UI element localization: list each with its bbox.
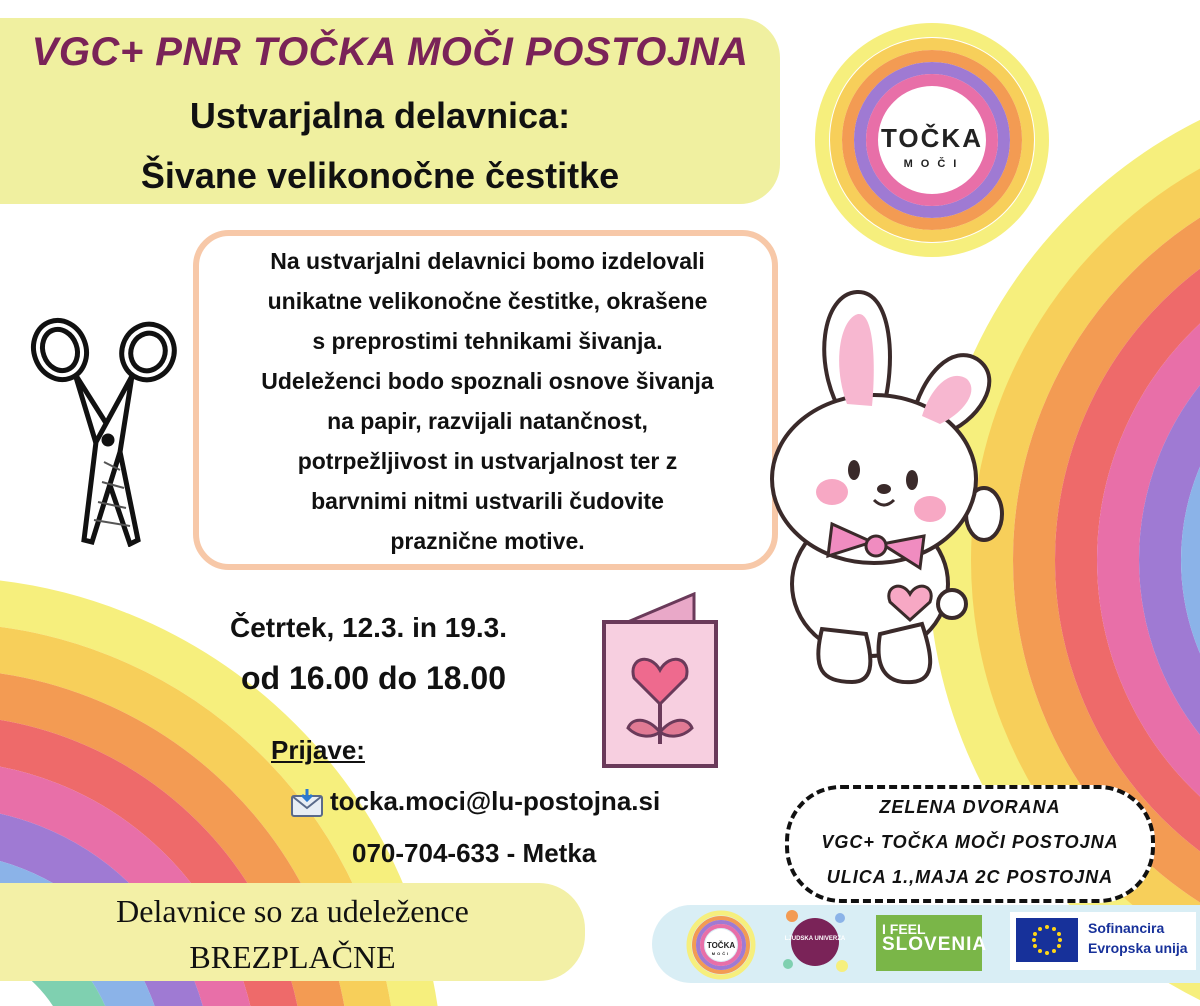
free-notice-line2: BREZPLAČNE	[189, 939, 396, 975]
logo-word2: MOČI	[903, 158, 965, 170]
partner-tocka-word2: MOČI	[711, 951, 731, 956]
registration-phone: 070-704-633 - Metka	[352, 838, 597, 868]
workshop-name: Šivane velikonočne čestitke	[140, 155, 620, 196]
description-line: Udeleženci bodo spoznali osnove šivanja	[261, 368, 714, 394]
free-notice-line1: Delavnice so za udeležence	[116, 893, 469, 929]
event-organizer-title: VGC+ PNR TOČKA MOČI POSTOJNA	[31, 30, 749, 74]
event-dates: Četrtek, 12.3. in 19.3.	[230, 612, 508, 643]
venue-center: VGC+ TOČKA MOČI POSTOJNA	[821, 832, 1119, 852]
registration-email[interactable]: tocka.moci@lu-postojna.si	[330, 786, 661, 816]
venue-room: ZELENA DVORANA	[879, 797, 1061, 817]
partner-ifeelslovenia-logo	[876, 915, 988, 971]
registration-label: Prijave:	[271, 735, 365, 765]
description-line: unikatne velikonočne čestitke, okrašene	[267, 288, 708, 314]
description-line: potrpežljivost in ustvarjalnost ter z	[297, 448, 678, 474]
logo-word1: TOČKA	[881, 123, 983, 153]
eu-flag-icon	[1016, 918, 1078, 962]
ifeel-line1: I FEEL	[882, 921, 926, 937]
description-line: praznične motive.	[390, 528, 585, 554]
description-line: Na ustvarjalni delavnici bomo izdelovali	[270, 248, 705, 274]
partner-ljudska-text: LJUDSKA UNIVERZA	[784, 936, 846, 942]
scissors-icon	[20, 312, 180, 547]
greeting-card-icon	[598, 592, 722, 772]
ifeel-line2: SLOVENIA	[882, 934, 988, 955]
description-text	[210, 241, 765, 561]
tocka-moci-logo	[808, 20, 1056, 260]
description-line: na papir, razvijali natančnost,	[327, 408, 648, 434]
bunny-illustration	[762, 284, 1012, 704]
partner-tocka-word1: TOČKA	[706, 941, 736, 950]
mail-icon	[290, 788, 324, 818]
description-line: barvnimi nitmi ustvarili čudovite	[311, 488, 664, 514]
eu-text-line1: Sofinancira	[1088, 920, 1165, 936]
event-time: od 16.00 do 18.00	[241, 660, 507, 696]
partner-ljudska-univerza-logo	[780, 906, 850, 978]
partner-tocka-logo	[686, 910, 756, 980]
venue-address: ULICA 1.,MAJA 2C POSTOJNA	[826, 867, 1114, 887]
description-line: s preprostimi tehnikami šivanja.	[312, 328, 663, 354]
eu-text-line2: Evropska unija	[1088, 940, 1188, 956]
workshop-subtitle: Ustvarjalna delavnica:	[189, 95, 571, 136]
